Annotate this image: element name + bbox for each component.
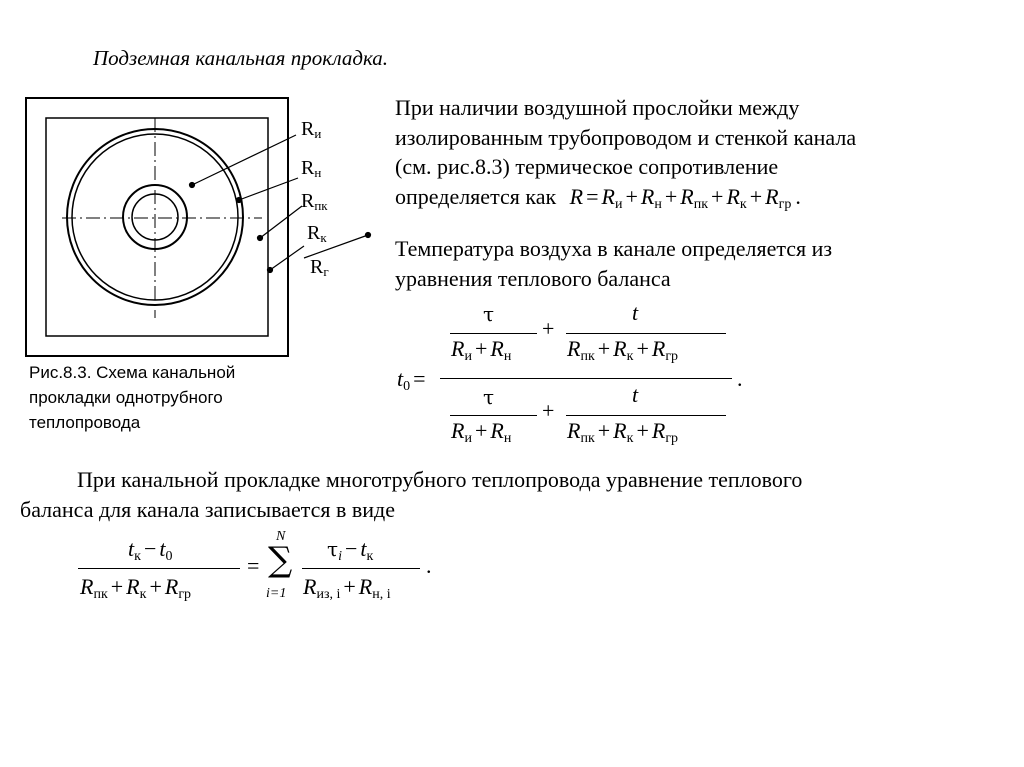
paragraph-1-line-4: определяется как $R = R_и + R_н + R_{пк} + R_к + R_{гр}$ . (395, 183, 801, 212)
paragraph-3 (20, 465, 802, 524)
label-r-g: $R_г$ (310, 256, 329, 279)
paragraph-2-line-2: уравнения теплового баланса (395, 265, 671, 291)
paragraph-1-line-1: При наличии воздушной прослойки между (395, 95, 800, 120)
label-r-k: $R_к$ (307, 222, 327, 245)
paragraph-3-line-2: баланса для канала записывается в виде (20, 496, 396, 522)
figure-caption: Рис.8.3. Схема канальной прокладки однотрубного теплопровода (29, 363, 236, 432)
paragraph-2 (395, 234, 832, 293)
resistance-formula: $R = R_и + R_н + R_{пк} + R_к + R_{гр}$ . (569, 183, 801, 212)
paragraph-3-line-1: При канальной прокладке многотрубного теплопровода уравнение теплового (77, 467, 803, 492)
label-r-i: $R_и$ (301, 118, 322, 141)
page-title: Подземная канальная прокладка. (93, 46, 389, 70)
paragraph-1-line-3: (см. рис.8.3) термическое сопротивление (395, 154, 779, 179)
paragraph-2-line-1: Температура воздуха в канале определяется из (395, 236, 833, 261)
channel-diagram (0, 0, 380, 360)
label-r-n: $R_н$ (301, 157, 322, 180)
label-r-pk: $R_{пк}$ (301, 190, 328, 213)
paragraph-1-line-2: изолированным трубопроводом и стенкой канала (395, 124, 857, 150)
outer-wall (26, 98, 288, 356)
centerlines (62, 118, 262, 318)
inner-channel (46, 118, 268, 336)
paragraph-1 (395, 93, 856, 211)
